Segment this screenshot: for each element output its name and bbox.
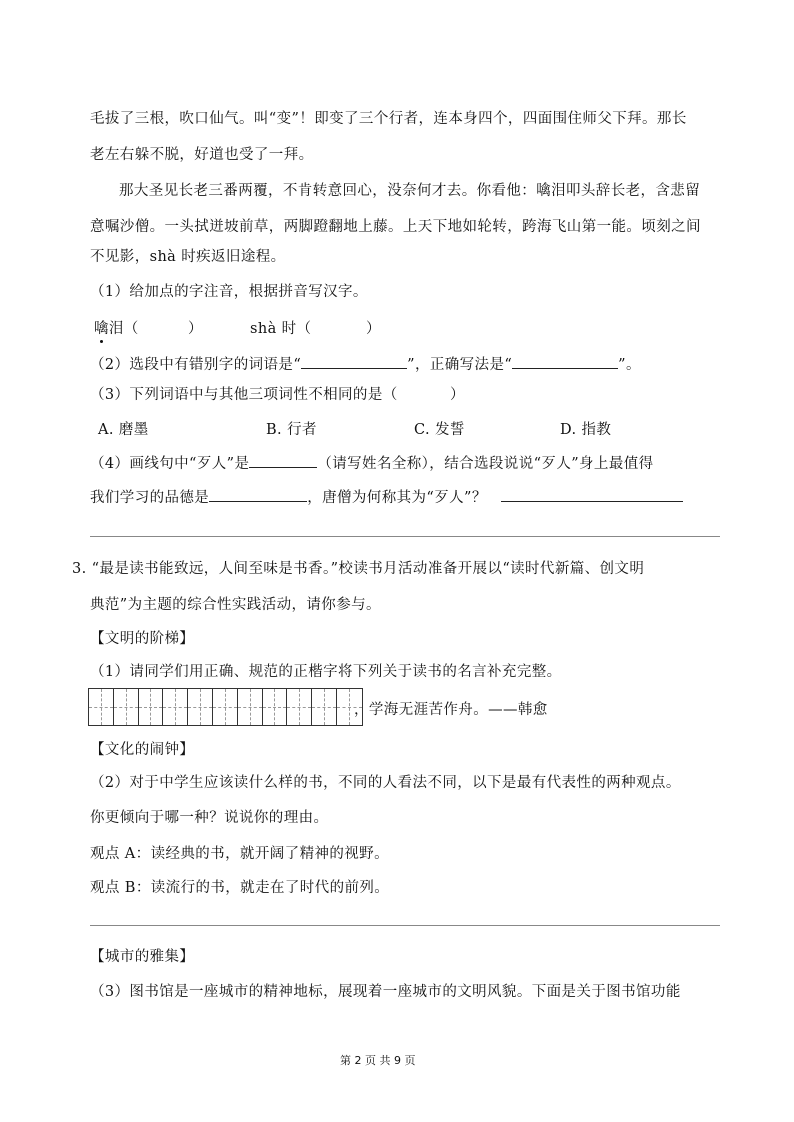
sub-question-3: （3）图书馆是一座城市的精神地标，展现着一座城市的文明风貌。下面是关于图书馆功能 [90, 984, 681, 1000]
answer-blank-reason[interactable] [501, 487, 683, 502]
answer-blank-correct-word[interactable] [512, 354, 618, 369]
question-4-text-a: （4）画线句中“歹人”是 [90, 456, 250, 472]
answer-blank-name[interactable] [249, 453, 317, 468]
question-1-item-2: shà 时（ [250, 321, 312, 337]
viewpoint-b: 观点 B：读流行的书，就走在了时代的前列。 [90, 880, 390, 896]
passage-line-4: 意嘱沙僧。一头拭迸坡前草，两脚蹬翻地上藤。上天下地如轮转，跨海飞山第一能。顷刻之间 [90, 219, 701, 235]
answer-blank-virtue[interactable] [209, 487, 307, 502]
grid-cell[interactable] [213, 689, 238, 725]
answer-line[interactable] [90, 536, 720, 537]
grid-cell[interactable] [139, 689, 164, 725]
section-heading-alarm: 【文化的闹钟】 [90, 742, 195, 758]
grid-cell[interactable] [89, 689, 114, 725]
option-c: C. 发誓 [414, 422, 465, 438]
question-4-text-d: ，唐僧为何称其为“歹人”？ [307, 490, 487, 506]
question-1-item-1 [94, 317, 139, 338]
grid-cell[interactable] [114, 689, 139, 725]
answer-line[interactable] [90, 925, 720, 926]
sub-question-2-line-2: 你更倾向于哪一种？说说你的理由。 [90, 810, 329, 826]
grid-cell[interactable] [238, 689, 263, 725]
grid-cell[interactable] [163, 689, 188, 725]
question-2-text-b: ”，正确写法是“ [407, 357, 513, 373]
passage-line-5: 不见影，shà 时疾返旧途程。 [90, 249, 286, 265]
passage-line-1: 毛拔了三根，吹口仙气。叫“变”！即变了三个行者，连本身四个，四面围住师父下拜。那长 [90, 111, 687, 127]
section-heading-ladder: 【文明的阶梯】 [90, 631, 195, 647]
question-4-text-b: （请写姓名全称），结合选段说说“歹人”身上最值得 [317, 456, 654, 472]
grid-cell[interactable] [312, 689, 337, 725]
question-3-paren-close: ） [450, 387, 465, 403]
question-3: （3）下列词语中与其他三项词性不相同的是（ [90, 387, 398, 403]
writing-grid[interactable] [88, 688, 363, 726]
sub-question-1: （1）请同学们用正确、规范的正楷字将下列关于读书的名言补充完整。 [90, 664, 562, 680]
question-3-intro-line-2: 典范”为主题的综合性实践活动，请你参与。 [90, 597, 381, 613]
question-1-word-1: 泪（ [108, 321, 139, 337]
section-heading-gathering: 【城市的雅集】 [90, 949, 195, 965]
grid-cell[interactable] [188, 689, 213, 725]
question-4-text-c: 我们学习的品德是 [90, 490, 210, 506]
question-1-prompt: （1）给加点的字注音，根据拼音写汉字。 [90, 284, 368, 300]
question-2-text-c: ”。 [618, 357, 641, 373]
grid-cell[interactable] [263, 689, 288, 725]
quote-text: ，学海无涯苦作舟。——韩愈 [354, 702, 548, 718]
question-4-line-1 [90, 452, 654, 473]
grid-cell[interactable] [287, 689, 312, 725]
question-2 [90, 353, 641, 374]
passage-line-3: 那大圣见长老三番两覆，不肯转意回心，没奈何才去。你看他：噙泪叩头辞长老，含悲留 [119, 183, 701, 199]
question-4-line-2 [90, 486, 683, 507]
answer-blank-wrong-word[interactable] [301, 354, 407, 369]
option-b: B. 行者 [266, 422, 317, 438]
question-2-text-a: （2）选段中有错别字的词语是“ [90, 357, 302, 373]
sub-question-2-line-1: （2）对于中学生应该读什么样的书，不同的人看法不同，以下是最有代表性的两种观点。 [90, 775, 681, 791]
option-d: D. 指教 [560, 422, 612, 438]
viewpoint-a: 观点 A：读经典的书，就开阔了精神的视野。 [90, 846, 389, 862]
option-a: A. 磨墨 [98, 422, 149, 438]
dotted-char: 噙 [94, 317, 109, 338]
page-footer: 第 2 页 共 9 页 [340, 1054, 416, 1067]
question-3-intro-line-1: 3. “最是读书能致远，人间至味是书香。”校读书月活动准备开展以“读时代新篇、创文明 [72, 561, 645, 577]
answer-blank-2-close: ） [366, 321, 381, 337]
answer-blank-1-close: ） [188, 321, 203, 337]
passage-line-2: 老左右躲不脱，好道也受了一拜。 [90, 147, 314, 163]
